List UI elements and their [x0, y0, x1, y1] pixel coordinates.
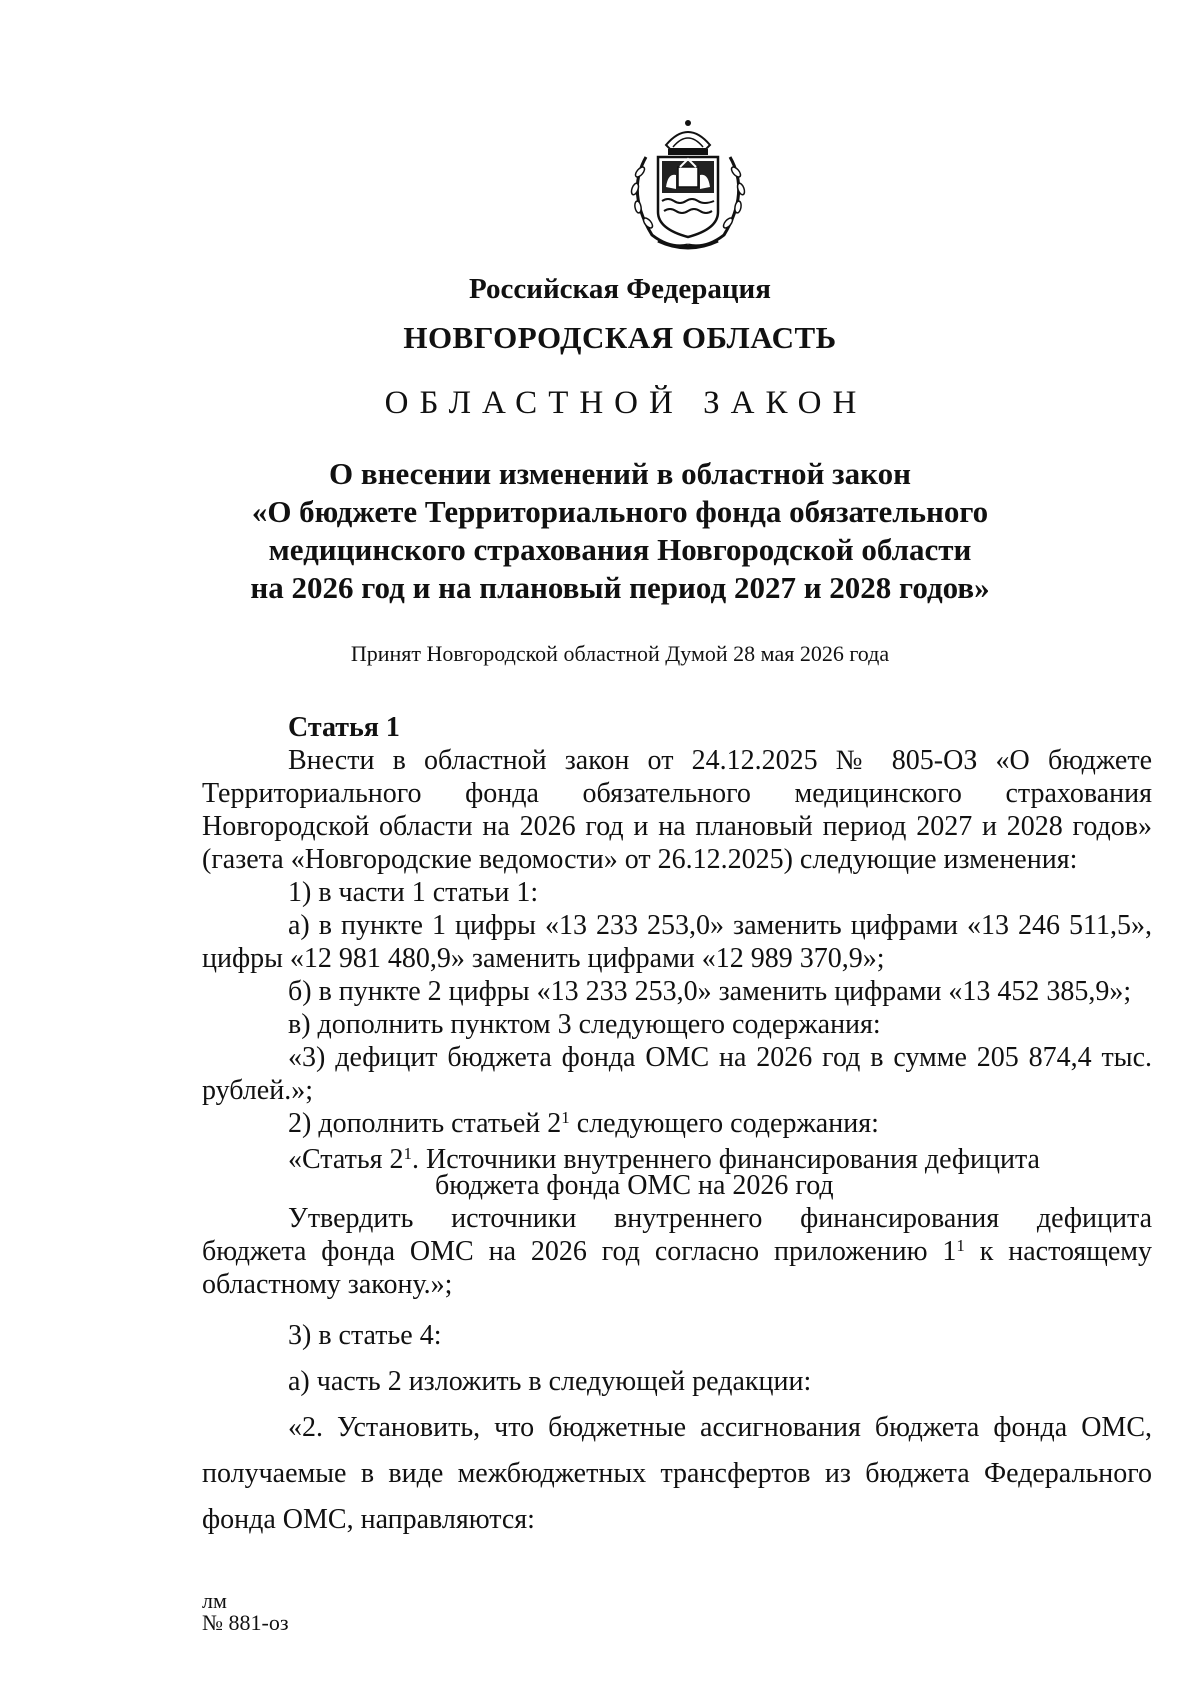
- new-article-heading-line2: бюджета фонда ОМС на 2026 год: [435, 1170, 834, 1201]
- law-title-line: «О бюджете Территориального фонда обязательного: [251, 494, 989, 529]
- text-run: «Статья 2: [288, 1144, 404, 1175]
- paragraph-line: Внести в областной закон от 24.12.2025 № 805-ОЗ «О бюджете: [288, 745, 1152, 776]
- list-item: [202, 1107, 1152, 1140]
- paragraph-line: а) в пункте 1 цифры «13 233 253,0» заменить цифрами «13 246 511,5»,: [288, 910, 1152, 941]
- article-heading: Статья 1: [288, 712, 400, 743]
- list-item: а) часть 2 изложить в следующей редакции:: [288, 1366, 812, 1397]
- superscript: 1: [956, 1236, 965, 1255]
- region-name: НОВГОРОДСКАЯ ОБЛАСТЬ: [403, 320, 837, 355]
- law-title-line: медицинского страхования Новгородской области: [268, 532, 972, 567]
- new-article-body: [202, 1202, 1152, 1301]
- item3-body: [202, 1313, 1152, 1543]
- paragraph-line: Территориального фонда обязательного медицинского страхования: [202, 778, 1152, 809]
- law-type: ОБЛАСТНОЙ ЗАКОН: [384, 385, 868, 421]
- country-name: Российская Федерация: [469, 273, 771, 305]
- law-title: [0, 455, 1200, 607]
- paragraph-line: цифры «12 981 480,9» заменить цифрами «12 989 370,9»;: [202, 943, 885, 974]
- list-item: б) в пункте 2 цифры «13 233 253,0» заменить цифрами «13 452 385,9»;: [288, 976, 1132, 1007]
- paragraph-line: [202, 1235, 1152, 1268]
- text-run: бюджета фонда ОМС на 2026 год согласно приложению 1: [202, 1236, 957, 1267]
- text-run: 2) дополнить статьей 2: [288, 1108, 562, 1139]
- paragraph-line: «3) дефицит бюджета фонда ОМС на 2026 год в сумме 205 874,4 тыс.: [288, 1042, 1152, 1073]
- law-title-line: на 2026 год и на плановый период 2027 и 2028 годов»: [250, 570, 990, 605]
- footer-initials: лм: [202, 1588, 227, 1613]
- paragraph-line: областному закону.»;: [202, 1269, 453, 1300]
- superscript: 1: [403, 1144, 412, 1163]
- paragraph-line: (газета «Новгородские ведомости» от 26.12.2025) следующие изменения:: [202, 844, 1078, 875]
- coat-of-arms-icon: [618, 117, 758, 252]
- law-title-line: О внесении изменений в областной закон: [329, 456, 911, 491]
- article-body: [202, 711, 1152, 1140]
- adoption-note: Принят Новгородской областной Думой 28 мая 2026 года: [350, 641, 890, 666]
- list-item: 1) в части 1 статьи 1:: [288, 877, 539, 908]
- footer-number: № 881-оз: [202, 1610, 289, 1635]
- paragraph-line: рублей.»;: [202, 1075, 313, 1106]
- list-item: 3) в статье 4:: [288, 1320, 442, 1351]
- paragraph-line: «2. Установить, что бюджетные ассигнования бюджета фонда ОМС,: [288, 1412, 1152, 1443]
- text-run: . Источники внутреннего финансирования дефицита: [411, 1144, 1040, 1175]
- superscript: 1: [561, 1108, 570, 1127]
- document-footer: [202, 1590, 289, 1634]
- paragraph-line: Утвердить источники внутреннего финансирования дефицита: [288, 1203, 1152, 1234]
- list-item: в) дополнить пунктом 3 следующего содержания:: [288, 1009, 881, 1040]
- paragraph-line: Новгородской области на 2026 год и на плановый период 2027 и 2028 годов»: [202, 811, 1152, 842]
- new-article-heading: [288, 1144, 1040, 1201]
- text-run: следующего содержания:: [569, 1108, 879, 1139]
- text-run: к настоящему: [964, 1236, 1153, 1267]
- paragraph-line: получаемые в виде межбюджетных трансфертов из бюджета Федерального: [202, 1458, 1152, 1489]
- paragraph-line: фонда ОМС, направляются:: [202, 1504, 535, 1535]
